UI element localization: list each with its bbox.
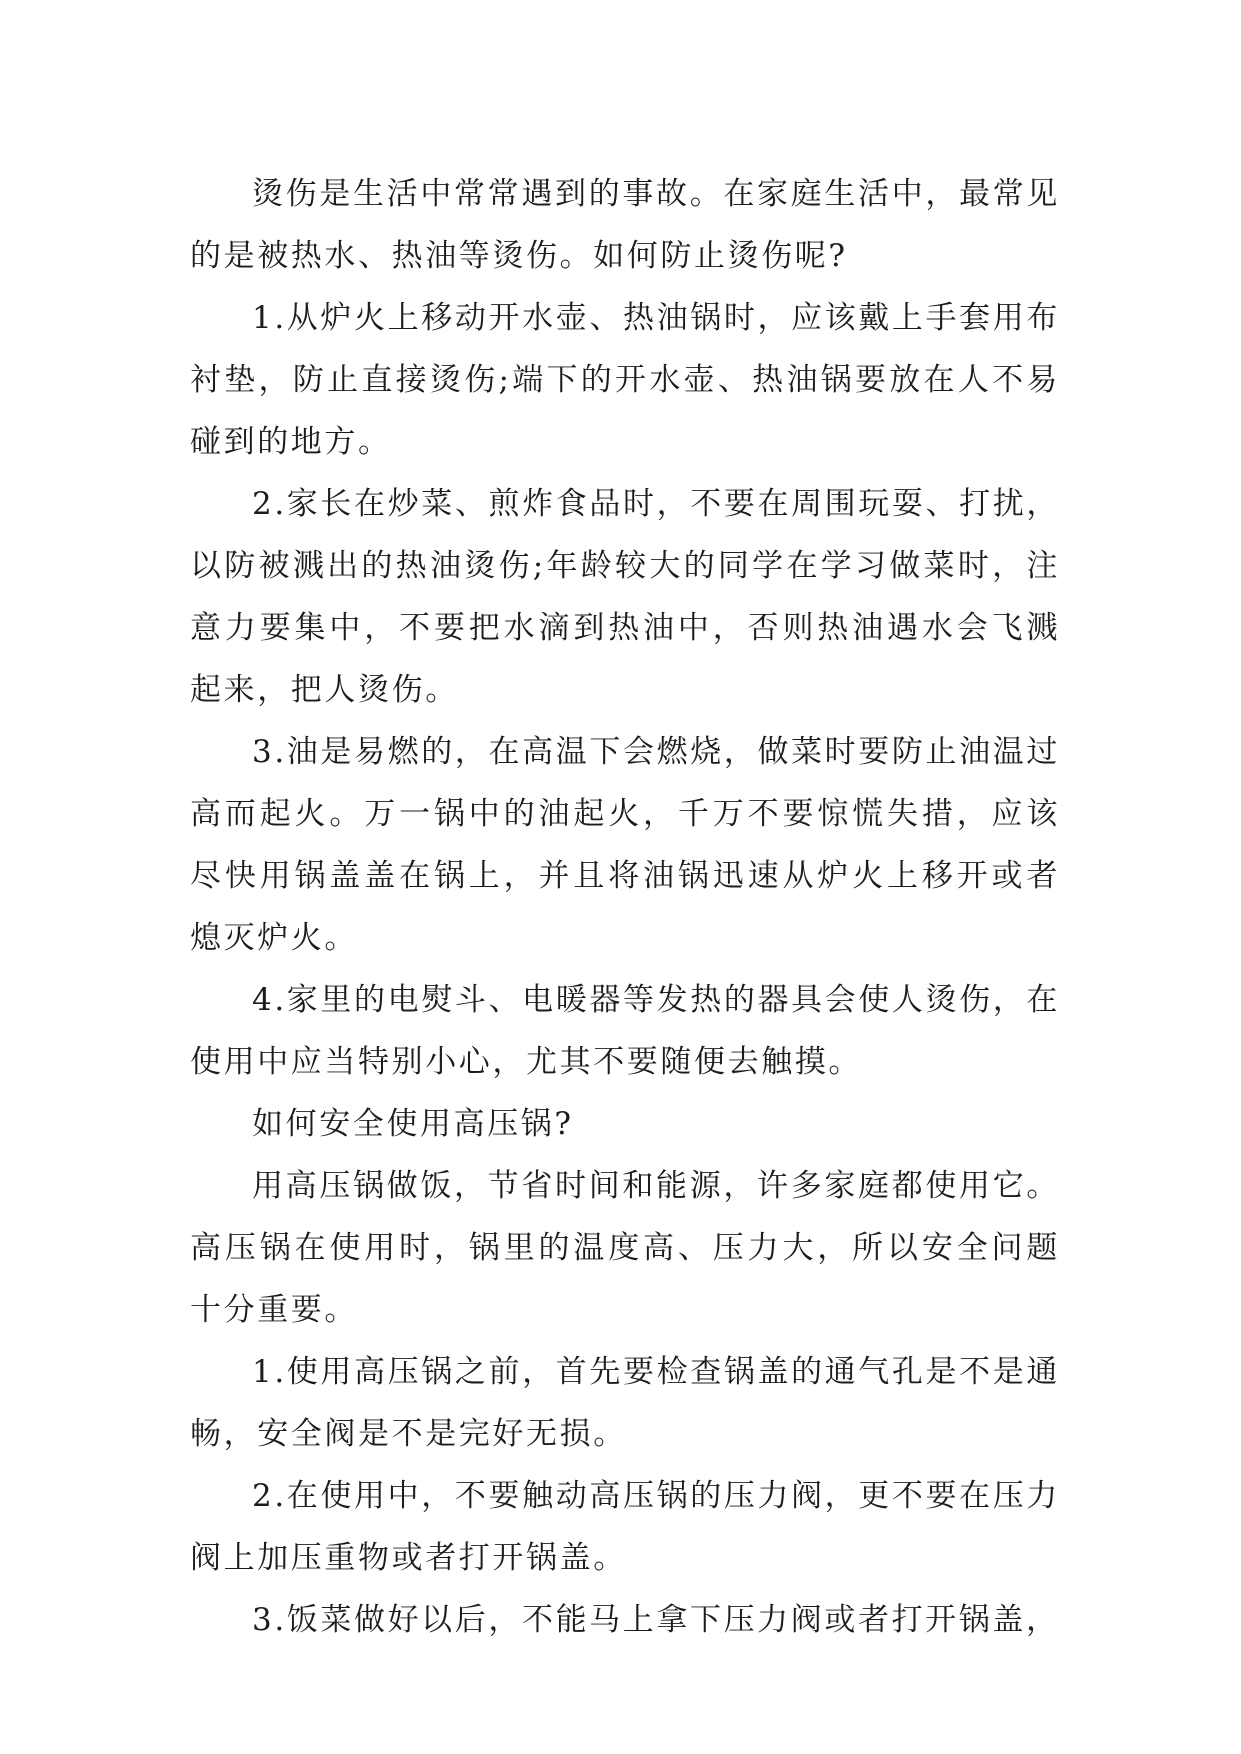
section-heading-pressure-cooker: 如何安全使用高压锅? bbox=[252, 1106, 574, 1142]
paragraph-pressure-cooker-tip-2: 2.在使用中，不要触动高压锅的压力阀，更不要在压力阀上加压重物或者打开锅盖。 bbox=[190, 1478, 1060, 1576]
paragraph-burn-tip-4: 4.家里的电熨斗、电暖器等发热的器具会使人烫伤，在使用中应当特别小心，尤其不要随便去触摸。 bbox=[190, 982, 1060, 1080]
paragraph-burn-tip-3: 3.油是易燃的，在高温下会燃烧，做菜时要防止油温过高而起火。万一锅中的油起火，千万不要惊慌失措，应该尽快用锅盖盖在锅上，并且将油锅迅速从炉火上移开或者熄灭炉火。 bbox=[190, 734, 1060, 956]
paragraph-pressure-cooker-tip-3: 3.饭菜做好以后，不能马上拿下压力阀或者打开锅盖， bbox=[252, 1602, 1060, 1638]
paragraph-burn-tip-2: 2.家长在炒菜、煎炸食品时，不要在周围玩耍、打扰，以防被溅出的热油烫伤;年龄较大的同学在学习做菜时，注意力要集中，不要把水滴到热油中，否则热油遇水会飞溅起来，把人烫伤。 bbox=[190, 486, 1060, 708]
paragraph-intro: 烫伤是生活中常常遇到的事故。在家庭生活中，最常见的是被热水、热油等烫伤。如何防止烫伤呢? bbox=[190, 176, 1060, 274]
paragraph-burn-tip-1: 1.从炉火上移动开水壶、热油锅时，应该戴上手套用布衬垫，防止直接烫伤;端下的开水壶、热油锅要放在人不易碰到的地方。 bbox=[190, 300, 1060, 460]
document-body bbox=[190, 163, 1060, 1651]
paragraph-pressure-cooker-tip-1: 1.使用高压锅之前，首先要检查锅盖的通气孔是不是通畅，安全阀是不是完好无损。 bbox=[190, 1354, 1060, 1452]
paragraph-pressure-cooker-intro: 用高压锅做饭，节省时间和能源，许多家庭都使用它。高压锅在使用时，锅里的温度高、压力大，所以安全问题十分重要。 bbox=[190, 1168, 1060, 1328]
